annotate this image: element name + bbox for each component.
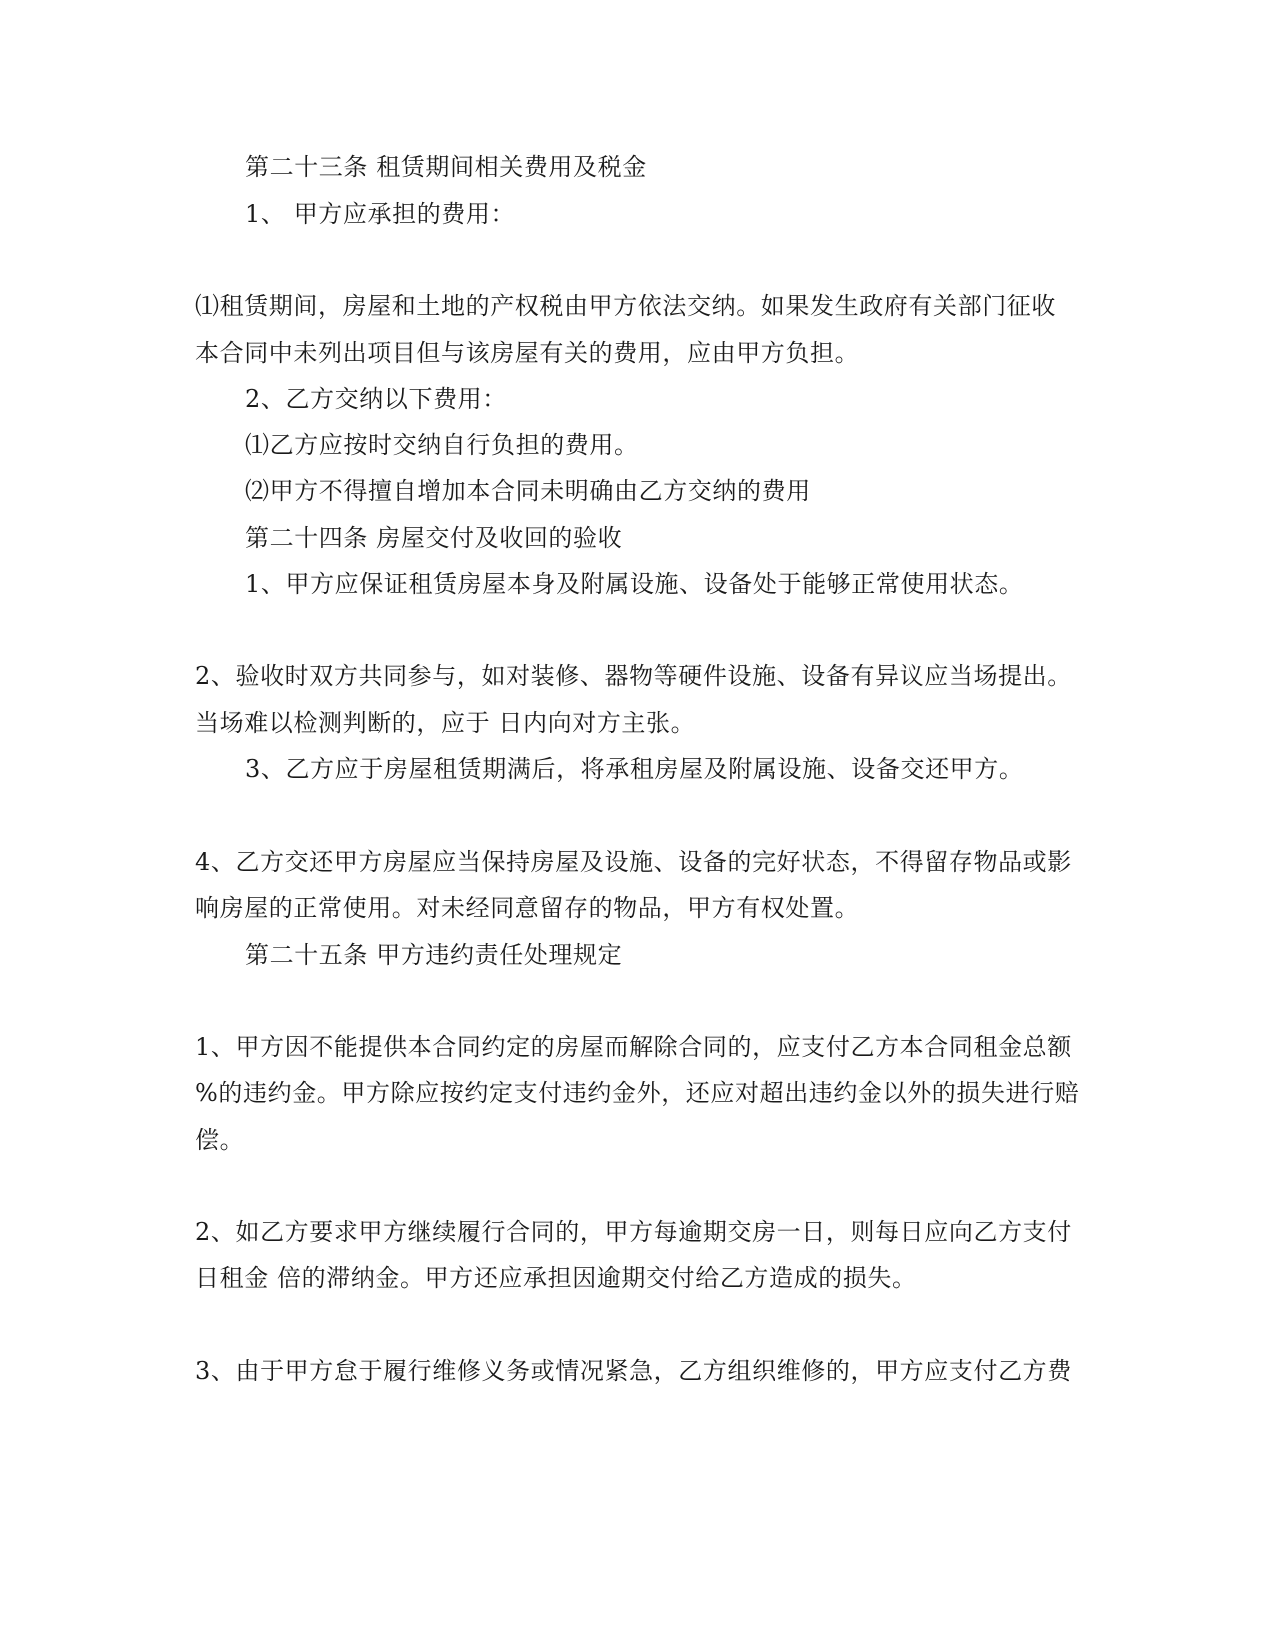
paragraph-line: 响房屋的正常使用。对未经同意留存的物品，甲方有权处置。: [195, 894, 860, 922]
paragraph-line: 当场难以检测判断的，应于 日内向对方主张。: [195, 709, 696, 737]
paragraph-line: 3、由于甲方怠于履行维修义务或情况紧急，乙方组织维修的，甲方应支付乙方费: [195, 1357, 1072, 1385]
paragraph-line: 本合同中未列出项目但与该房屋有关的费用，应由甲方负担。: [195, 339, 860, 367]
paragraph-line: 1、甲方应保证租赁房屋本身及附属设施、设备处于能够正常使用状态。: [245, 570, 1024, 598]
clause-1-heading: 1、 甲方应承担的费用：: [245, 200, 516, 228]
paragraph-line: 2、如乙方要求甲方继续履行合同的，甲方每逾期交房一日，则每日应向乙方支付: [195, 1218, 1072, 1246]
paragraph-line: 3、乙方应于房屋租赁期满后，将承租房屋及附属设施、设备交还甲方。: [245, 755, 1024, 783]
paragraph-line: 日租金 倍的滞纳金。甲方还应承担因逾期交付给乙方造成的损失。: [195, 1264, 917, 1292]
paragraph-line: 偿。: [195, 1126, 245, 1154]
article-25-heading: 第二十五条 甲方违约责任处理规定: [245, 941, 623, 969]
paragraph-line: ⑵甲方不得擅自增加本合同未明确由乙方交纳的费用: [245, 477, 811, 505]
article-23-heading: 第二十三条 租赁期间相关费用及税金: [245, 153, 647, 181]
clause-2-heading: 2、乙方交纳以下费用：: [245, 385, 507, 413]
paragraph-line: 1、甲方因不能提供本合同约定的房屋而解除合同的，应支付乙方本合同租金总额: [195, 1033, 1072, 1061]
paragraph-line: 2、验收时双方共同参与，如对装修、器物等硬件设施、设备有异议应当场提出。: [195, 662, 1072, 690]
paragraph-line: ⑴乙方应按时交纳自行负担的费用。: [245, 431, 639, 459]
paragraph-line: ⑴租赁期间，房屋和土地的产权税由甲方依法交纳。如果发生政府有关部门征收: [195, 292, 1056, 320]
paragraph-line: %的违约金。甲方除应按约定支付违约金外，还应对超出违约金以外的损失进行赔: [195, 1079, 1080, 1107]
article-24-heading: 第二十四条 房屋交付及收回的验收: [245, 524, 623, 552]
paragraph-line: 4、乙方交还甲方房屋应当保持房屋及设施、设备的完好状态，不得留存物品或影: [195, 848, 1072, 876]
